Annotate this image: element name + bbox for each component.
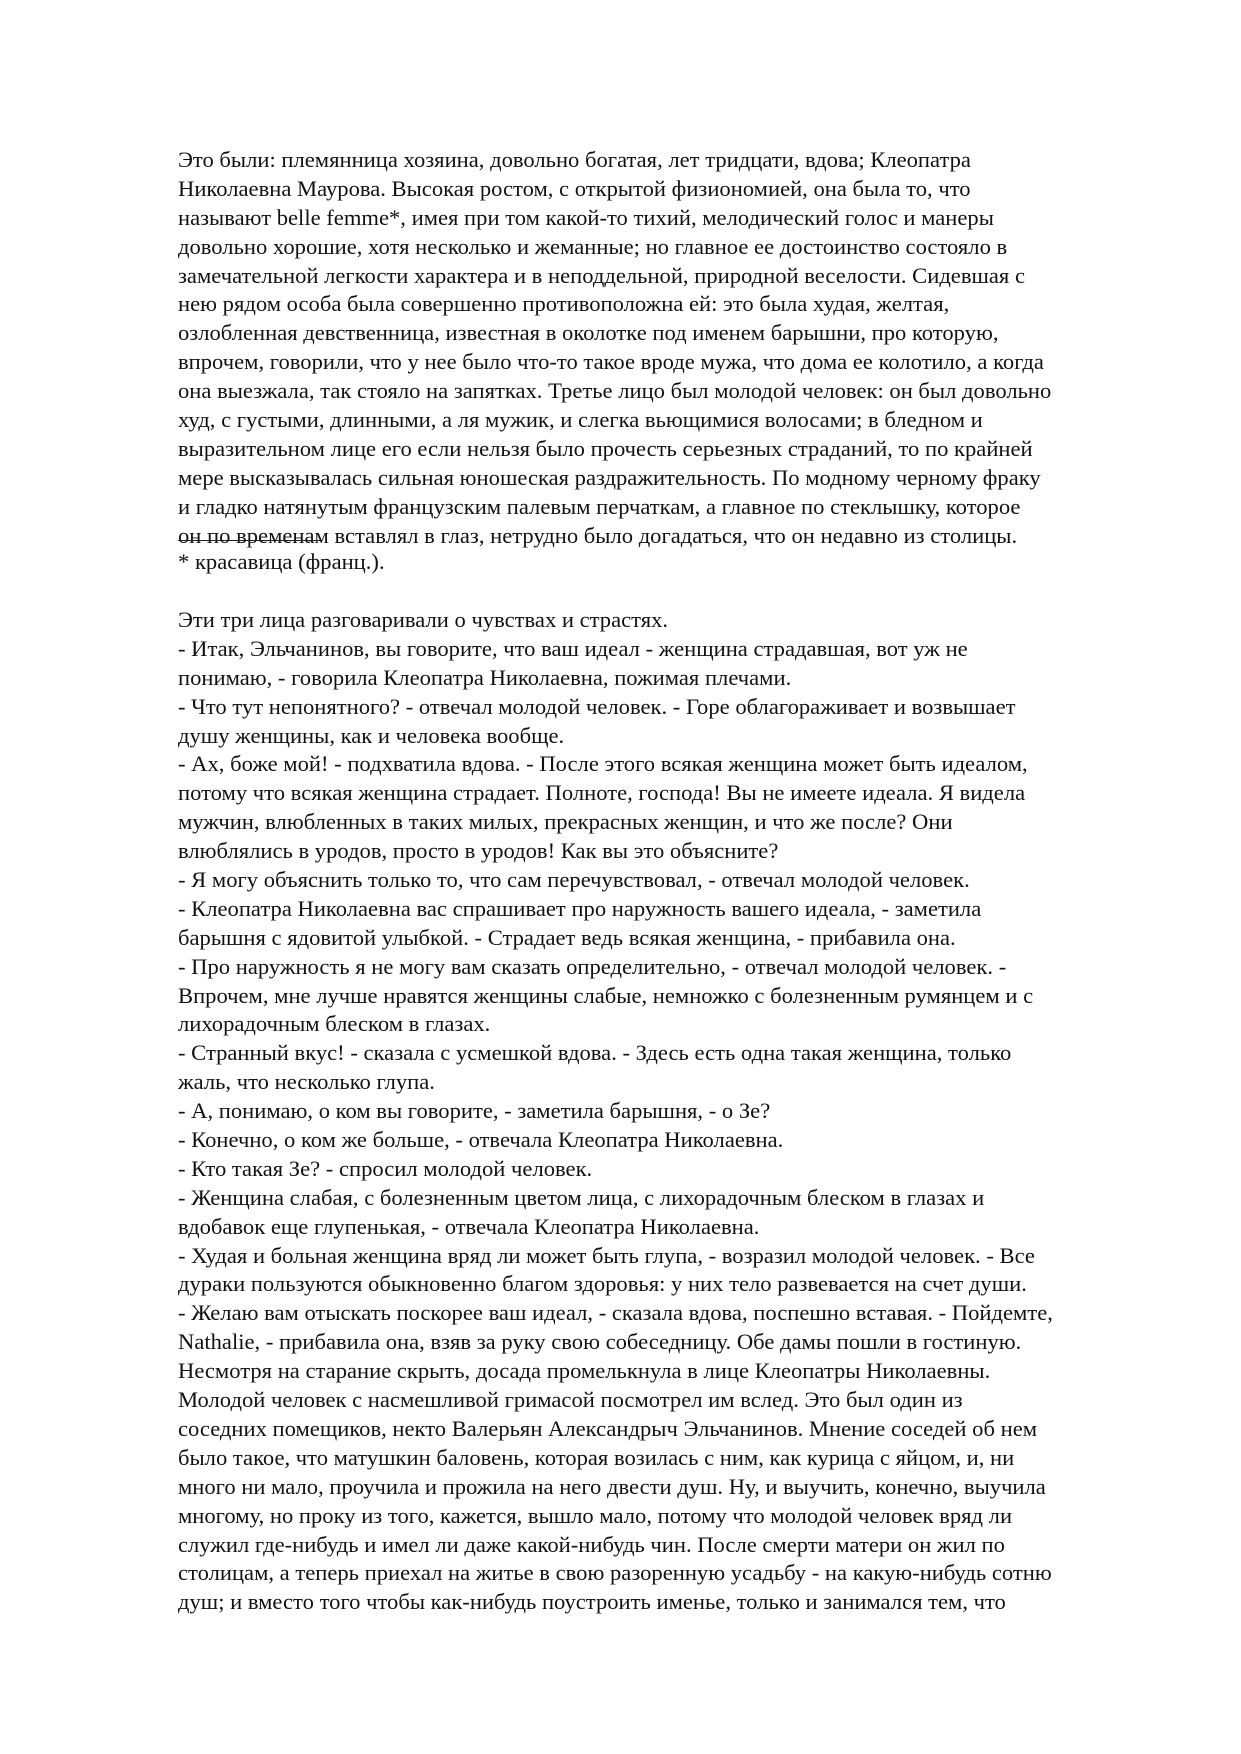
- text-line: соседних помещиков, некто Валерьян Александрыч Эльчанинов. Мнение соседей об нем: [178, 1415, 1038, 1441]
- text-line: - Желаю вам отыскать поскорее ваш идеал, - сказала вдова, поспешно вставая. - Пойдемте,: [178, 1300, 1053, 1326]
- text-line: называют belle femme*, имея при том какой-то тихий, мелодический голос и манеры: [178, 204, 994, 230]
- text-line: и гладко натянутым французским палевым перчаткам, а главное по стеклышку, которое: [178, 493, 1021, 519]
- text-line: лихорадочным блеском в глазах.: [178, 1011, 491, 1037]
- text-line: Эти три лица разговаривали о чувствах и страстях.: [178, 607, 669, 632]
- footnote-text: * красавица (франц.).: [178, 549, 385, 574]
- text-line: барышня с ядовитой улыбкой. - Страдает ведь всякая женщина, - прибавила она.: [178, 924, 956, 950]
- text-line: Это были: племянница хозяина, довольно богатая, лет тридцати, вдова; Клеопатра: [178, 147, 971, 172]
- text-line: столицам, а теперь приехал на житье в свою разоренную усадьбу - на какую-нибудь сотню: [178, 1560, 1052, 1586]
- text-line: нею рядом особа была совершенно противоположна ей: это была худая, желтая,: [178, 291, 950, 317]
- text-line: - Странный вкус! - сказала с усмешкой вдова. - Здесь есть одна такая женщина, только: [178, 1040, 1012, 1066]
- text-line: Молодой человек с насмешливой гримасой посмотрел им вслед. Это был один из: [178, 1387, 963, 1413]
- text-line: мере высказывалась сильная юношеская раздражительность. По модному черному фраку: [178, 464, 1041, 490]
- text-line: жаль, что несколько глупа.: [178, 1069, 435, 1095]
- text-line: выразительном лице его если нельзя было прочесть серьезных страданий, то по крайней: [178, 435, 1033, 461]
- text-line: понимаю, - говорила Клеопатра Николаевна, пожимая плечами.: [178, 664, 792, 690]
- text-line: - Что тут непонятного? - отвечал молодой человек. - Горе облагораживает и возвышает: [178, 693, 1016, 719]
- text-line: служил где-нибудь и имел ли даже какой-нибудь чин. После смерти матери он жил по: [178, 1531, 1005, 1557]
- text-line: - Я могу объяснить только то, что сам перечувствовал, - отвечал молодой человек.: [178, 867, 970, 893]
- text-line: дураки пользуются обыкновенно благом здоровья: у них тело развевается на счет души.: [178, 1271, 1027, 1297]
- text-line: озлобленная девственница, известная в околотке под именем барышни, про которую,: [178, 320, 999, 346]
- text-line: она выезжала, так стояло на запятках. Третье лицо был молодой человек: он был довольно: [178, 378, 1052, 404]
- text-line: довольно хорошие, хотя несколько и жеманные; но главное ее достоинство состояло в: [178, 233, 1008, 259]
- text-line: впрочем, говорили, что у нее было что-то такое вроде мужа, что дома ее колотило, а когда: [178, 349, 1044, 375]
- text-line: Несмотря на старание скрыть, досада промелькнула в лице Клеопатры Николаевны.: [178, 1358, 991, 1384]
- text-line: - Женщина слабая, с болезненным цветом лица, с лихорадочным блеском в глазах и: [178, 1184, 985, 1210]
- text-line: душу женщины, как и человека вообще.: [178, 722, 565, 748]
- text-line: потому что всякая женщина страдает. Полноте, господа! Вы не имеете идеала. Я видела: [178, 780, 1026, 806]
- text-line: много ни мало, проучила и прожила на него двести душ. Ну, и выучить, конечно, выучила: [178, 1473, 1046, 1499]
- text-line: худ, с густыми, длинными, а ля мужик, и слегка вьющимися волосами; в бледном и: [178, 407, 983, 433]
- text-line: - Кто такая Зе? - спросил молодой человек.: [178, 1155, 593, 1181]
- text-line: замечательной легкости характера и в неподдельной, природной веселости. Сидевшая с: [178, 262, 1026, 288]
- text-line: - Конечно, о ком же больше, - отвечала Клеопатра Николаевна.: [178, 1127, 784, 1153]
- text-line: - Клеопатра Николаевна вас спрашивает про наружность вашего идеала, - заметила: [178, 895, 982, 921]
- text-line: - Худая и больная женщина вряд ли может быть глупа, - возразил молодой человек. - Все: [178, 1242, 1035, 1268]
- text-line: вдобавок еще глупенькая, - отвечала Клеопатра Николаевна.: [178, 1213, 760, 1239]
- text-line: было такое, что матушкин баловень, которая возилась с ним, как курица с яйцом, и, ни: [178, 1444, 1015, 1470]
- text-line: - Про наружность я не могу вам сказать определительно, - отвечал молодой человек. -: [178, 953, 1007, 979]
- footnote-separator: [178, 540, 320, 541]
- text-line: - А, понимаю, о ком вы говорите, - заметила барышня, - о Зе?: [178, 1098, 771, 1124]
- intro-paragraph: [178, 146, 1158, 550]
- dialogue-section: [178, 606, 1158, 1617]
- text-line: - Ах, боже мой! - подхватила вдова. - После этого всякая женщина может быть идеалом,: [178, 751, 1028, 777]
- text-line: мужчин, влюбленных в таких милых, прекрасных женщин, и что же после? Они: [178, 809, 953, 835]
- text-line: он по временам вставлял в глаз, нетрудно было догадаться, что он недавно из столицы.: [178, 522, 1018, 548]
- text-line: душ; и вместо того чтобы как-нибудь поустроить именье, только и занимался тем, что: [178, 1589, 1006, 1615]
- text-line: Nathalie, - прибавила она, взяв за руку свою собеседницу. Обе дамы пошли в гостиную.: [178, 1329, 1022, 1355]
- text-line: многому, но проку из того, кажется, вышло мало, потому что молодой человек вряд ли: [178, 1502, 1013, 1528]
- footnote: [178, 548, 1158, 577]
- text-line: влюблялись в уродов, просто в уродов! Как вы это объясните?: [178, 838, 779, 864]
- text-line: - Итак, Эльчанинов, вы говорите, что ваш идеал - женщина страдавшая, вот уж не: [178, 635, 968, 661]
- text-line: Николаевна Маурова. Высокая ростом, с открытой физиономией, она была то, что: [178, 175, 971, 201]
- text-line: Впрочем, мне лучше нравятся женщины слабые, немножко с болезненным румянцем и с: [178, 982, 1034, 1008]
